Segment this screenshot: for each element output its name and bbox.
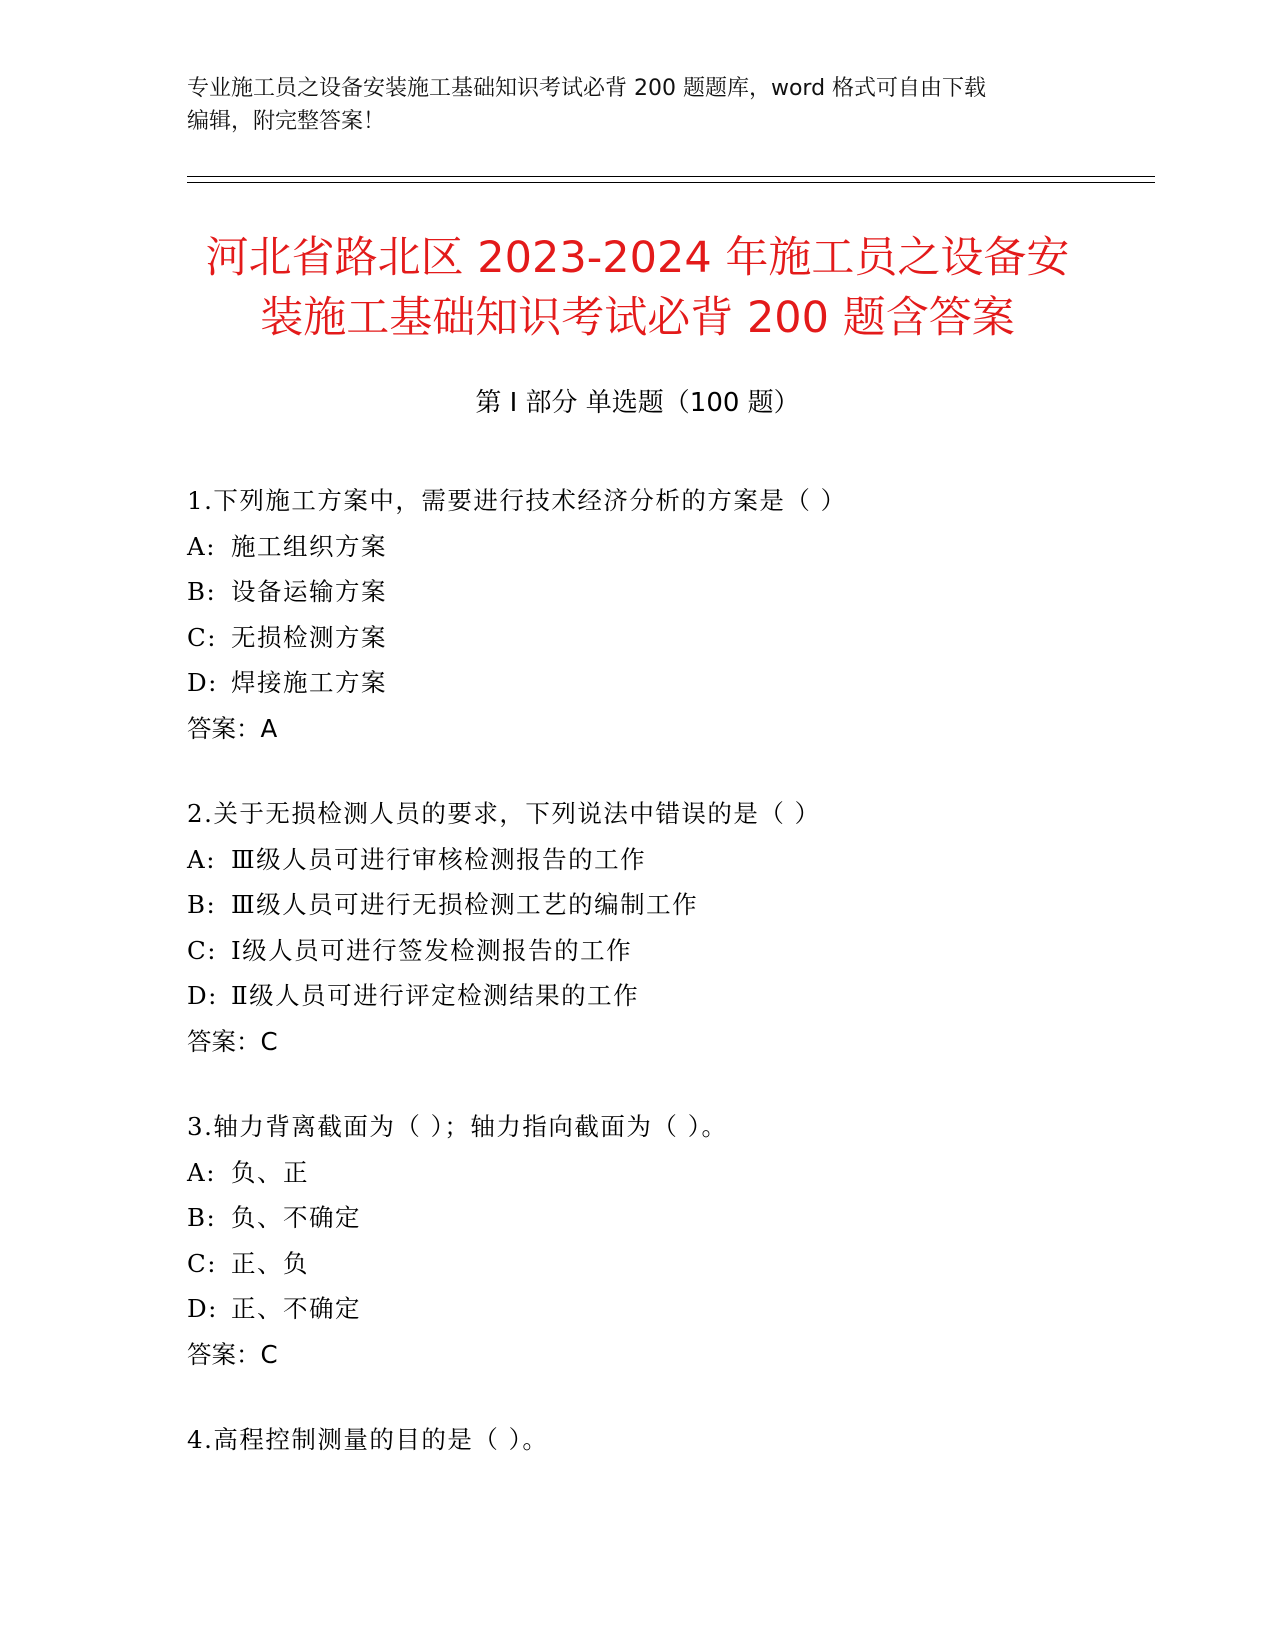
option-b: [187, 1195, 1155, 1241]
question-3: [187, 1104, 1155, 1377]
option-text: 设备运输方案: [231, 577, 387, 606]
option-a: [187, 524, 1155, 570]
option-d: [187, 660, 1155, 706]
option-key: C:: [187, 622, 218, 652]
option-key: D:: [187, 981, 218, 1010]
option-a: [187, 1150, 1155, 1196]
header-note-line-1: 专业施工员之设备安装施工基础知识考试必背 200 题题库，word 格式可自由下载: [187, 76, 987, 101]
question-1: [187, 478, 1155, 751]
question-stem: 4.高程控制测量的目的是（ ）。: [187, 1425, 549, 1454]
header-note-line-2: 编辑，附完整答案！: [187, 109, 386, 134]
option-text: Ⅰ级人员可进行签发检测报告的工作: [231, 935, 633, 965]
question-list: [187, 478, 1155, 1503]
option-text: 正、负: [231, 1248, 309, 1278]
option-text: 焊接施工方案: [231, 668, 387, 697]
option-text: Ⅲ级人员可进行无损检测工艺的编制工作: [231, 890, 699, 919]
question-stem: 3.轴力背离截面为（ ）；轴力指向截面为（ ）。: [187, 1112, 728, 1141]
document-title-line-1: 河北省路北区 2023-2024 年施工员之设备安: [205, 233, 1070, 283]
header-divider-top: [187, 176, 1155, 177]
option-text: 无损检测方案: [231, 622, 387, 652]
option-key: A:: [187, 531, 216, 561]
header-note: [187, 72, 1087, 138]
question-4: [187, 1417, 1155, 1463]
option-d: [187, 973, 1155, 1019]
option-key: C:: [187, 935, 218, 965]
option-key: D:: [187, 1294, 218, 1323]
question-stem: 1.下列施工方案中，需要进行技术经济分析的方案是（ ）: [187, 486, 847, 515]
document-title: [140, 228, 1135, 348]
option-key: C:: [187, 1248, 218, 1278]
option-key: B:: [187, 1203, 217, 1232]
option-text: 负、正: [231, 1157, 309, 1187]
option-text: Ⅲ级人员可进行审核检测报告的工作: [231, 844, 647, 874]
section-heading: 第 I 部分 单选题（100 题）: [475, 388, 800, 418]
option-key: B:: [187, 577, 217, 606]
header-divider-bottom: [187, 182, 1155, 183]
question-2: [187, 791, 1155, 1064]
option-text: 正、不确定: [231, 1294, 361, 1323]
option-key: B:: [187, 890, 217, 919]
option-b: [187, 882, 1155, 928]
option-text: Ⅱ级人员可进行评定检测结果的工作: [231, 981, 640, 1010]
answer-line: 答案：A: [187, 713, 278, 743]
option-b: [187, 569, 1155, 615]
option-key: A:: [187, 844, 216, 874]
answer-line: 答案：C: [187, 1026, 278, 1056]
document-title-line-2: 装施工基础知识考试必背 200 题含答案: [260, 293, 1015, 343]
option-key: A:: [187, 1157, 216, 1187]
option-text: 负、不确定: [231, 1203, 361, 1232]
question-stem: 2.关于无损检测人员的要求，下列说法中错误的是（ ）: [187, 799, 821, 828]
option-key: D:: [187, 668, 218, 697]
option-d: [187, 1286, 1155, 1332]
option-c: [187, 1241, 1155, 1287]
option-a: [187, 837, 1155, 883]
option-c: [187, 615, 1155, 661]
option-text: 施工组织方案: [231, 531, 387, 561]
answer-line: 答案：C: [187, 1339, 278, 1369]
option-c: [187, 928, 1155, 974]
